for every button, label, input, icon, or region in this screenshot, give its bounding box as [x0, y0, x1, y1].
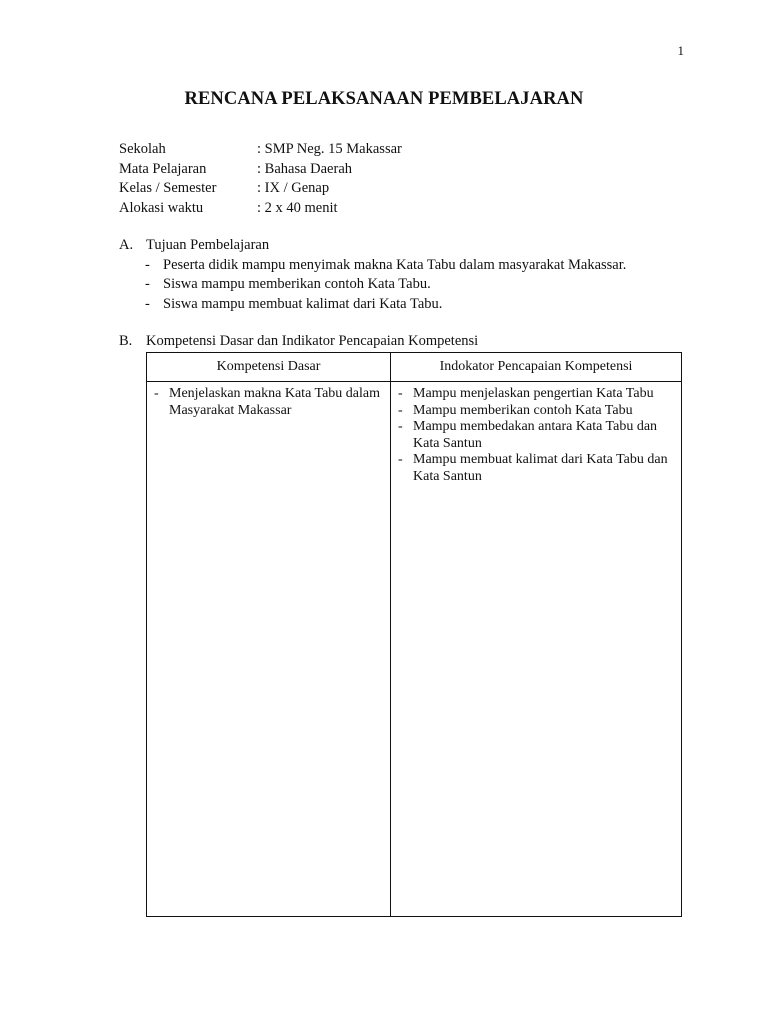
bullet-dash: - — [398, 402, 403, 418]
bullet-dash: - — [398, 419, 403, 434]
bullet-dash: - — [145, 256, 150, 273]
bullet-dash: - — [154, 386, 159, 401]
bullet-dash: - — [398, 386, 403, 401]
info-label: Kelas / Semester — [119, 180, 217, 197]
info-row-kelas-semester — [119, 179, 402, 199]
section-tujuan-pembelajaran — [119, 236, 626, 315]
table-row — [147, 382, 682, 917]
document-title: RENCANA PELAKSANAAN PEMBELAJARAN — [184, 89, 584, 109]
bullet-dash: - — [398, 452, 403, 467]
list-item-text: Siswa mampu membuat kalimat dari Kata Tabu. — [163, 296, 443, 313]
indikator-list — [392, 383, 680, 485]
page-number: 1 — [677, 43, 684, 58]
list-item-text: Mampu membuat kalimat dari Kata Tabu dan Kata Santun — [413, 452, 668, 484]
info-label: Alokasi waktu — [119, 200, 204, 217]
list-item — [145, 256, 626, 276]
tujuan-list — [119, 256, 626, 315]
list-item-text: Siswa mampu memberikan contoh Kata Tabu. — [163, 276, 431, 293]
info-row-alokasi-waktu — [119, 199, 402, 219]
bullet-dash: - — [145, 296, 150, 313]
bullet-dash: - — [145, 276, 150, 293]
list-item-text: Menjelaskan makna Kata Tabu dalam Masyarakat Makassar — [169, 386, 381, 418]
info-value: : SMP Neg. 15 Makassar — [257, 141, 402, 157]
column-header-indikator: Indokator Pencapaian Kompetensi — [391, 353, 682, 382]
list-item — [398, 403, 674, 420]
table-cell-indikator — [391, 382, 682, 917]
column-header-kompetensi-dasar: Kompetensi Dasar — [147, 353, 391, 382]
list-item — [398, 386, 674, 403]
kompetensi-dasar-list — [148, 383, 389, 419]
table-header-row — [147, 353, 682, 382]
section-letter: A. — [119, 237, 134, 253]
section-heading — [119, 236, 626, 256]
list-item-text: Mampu membedakan antara Kata Tabu dan Kata Santun — [413, 419, 658, 451]
info-block — [119, 140, 402, 219]
section-title: Tujuan Pembelajaran — [146, 237, 270, 253]
list-item-text: Peserta didik mampu menyimak makna Kata Tabu dalam masyarakat Makassar. — [163, 256, 627, 273]
list-item — [145, 295, 626, 315]
info-value: : Bahasa Daerah — [257, 160, 353, 177]
list-item — [398, 452, 674, 485]
section-letter: B. — [119, 333, 133, 349]
section-kompetensi-heading — [119, 332, 478, 352]
list-item-text: Mampu menjelaskan pengertian Kata Tabu — [413, 386, 654, 401]
info-label: Mata Pelajaran — [119, 160, 207, 177]
section-heading — [119, 332, 478, 352]
list-item — [145, 275, 626, 295]
info-row-mata-pelajaran — [119, 160, 402, 180]
info-value: : IX / Genap — [257, 180, 330, 197]
list-item-text: Mampu memberikan contoh Kata Tabu — [413, 402, 633, 418]
info-row-sekolah — [119, 140, 402, 160]
kompetensi-table — [146, 352, 682, 917]
list-item — [154, 386, 383, 419]
info-label: Sekolah — [119, 141, 166, 157]
section-title: Kompetensi Dasar dan Indikator Pencapaian Kompetensi — [146, 333, 479, 349]
list-item — [398, 419, 674, 452]
table-cell-kompetensi-dasar — [147, 382, 391, 917]
info-value: : 2 x 40 menit — [257, 200, 338, 217]
